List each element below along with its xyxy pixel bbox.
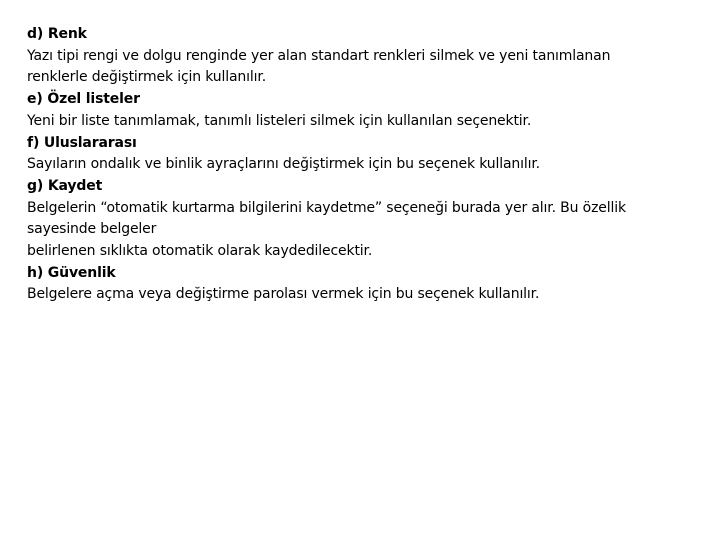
paragraph-line: Yazı tipi rengi ve dolgu renginde yer alan standart renkleri silmek ve yeni tanımlanan [27, 47, 611, 64]
section-heading-uluslararasi: f) Uluslararası [27, 134, 137, 151]
section-heading-renk: d) Renk [27, 26, 87, 42]
paragraph-line: sayesinde belgeler [27, 221, 157, 238]
section-heading-guvenlik: h) Güvenlik [27, 264, 116, 281]
paragraph-line: Belgelere açma veya değiştirme parolası vermek için bu seçenek kullanılır. [27, 286, 540, 303]
paragraph-line: belirlenen sıklıkta otomatik olarak kaydedilecektir. [27, 243, 373, 260]
section-heading-kaydet: g) Kaydet [27, 177, 103, 194]
paragraph-line: Belgelerin “otomatik kurtarma bilgilerini kaydetme” seçeneği burada yer alır. Bu özellik [27, 199, 626, 216]
paragraph-line: Sayıların ondalık ve binlik ayraçlarını değiştirmek için bu seçenek kullanılır. [27, 156, 540, 173]
document-body [27, 24, 687, 306]
section-heading-ozel-listeler: e) Özel listeler [27, 91, 140, 108]
paragraph-line: renklerle değiştirmek için kullanılır. [27, 69, 266, 86]
paragraph-line: Yeni bir liste tanımlamak, tanımlı listeleri silmek için kullanılan seçenektir. [27, 112, 532, 129]
